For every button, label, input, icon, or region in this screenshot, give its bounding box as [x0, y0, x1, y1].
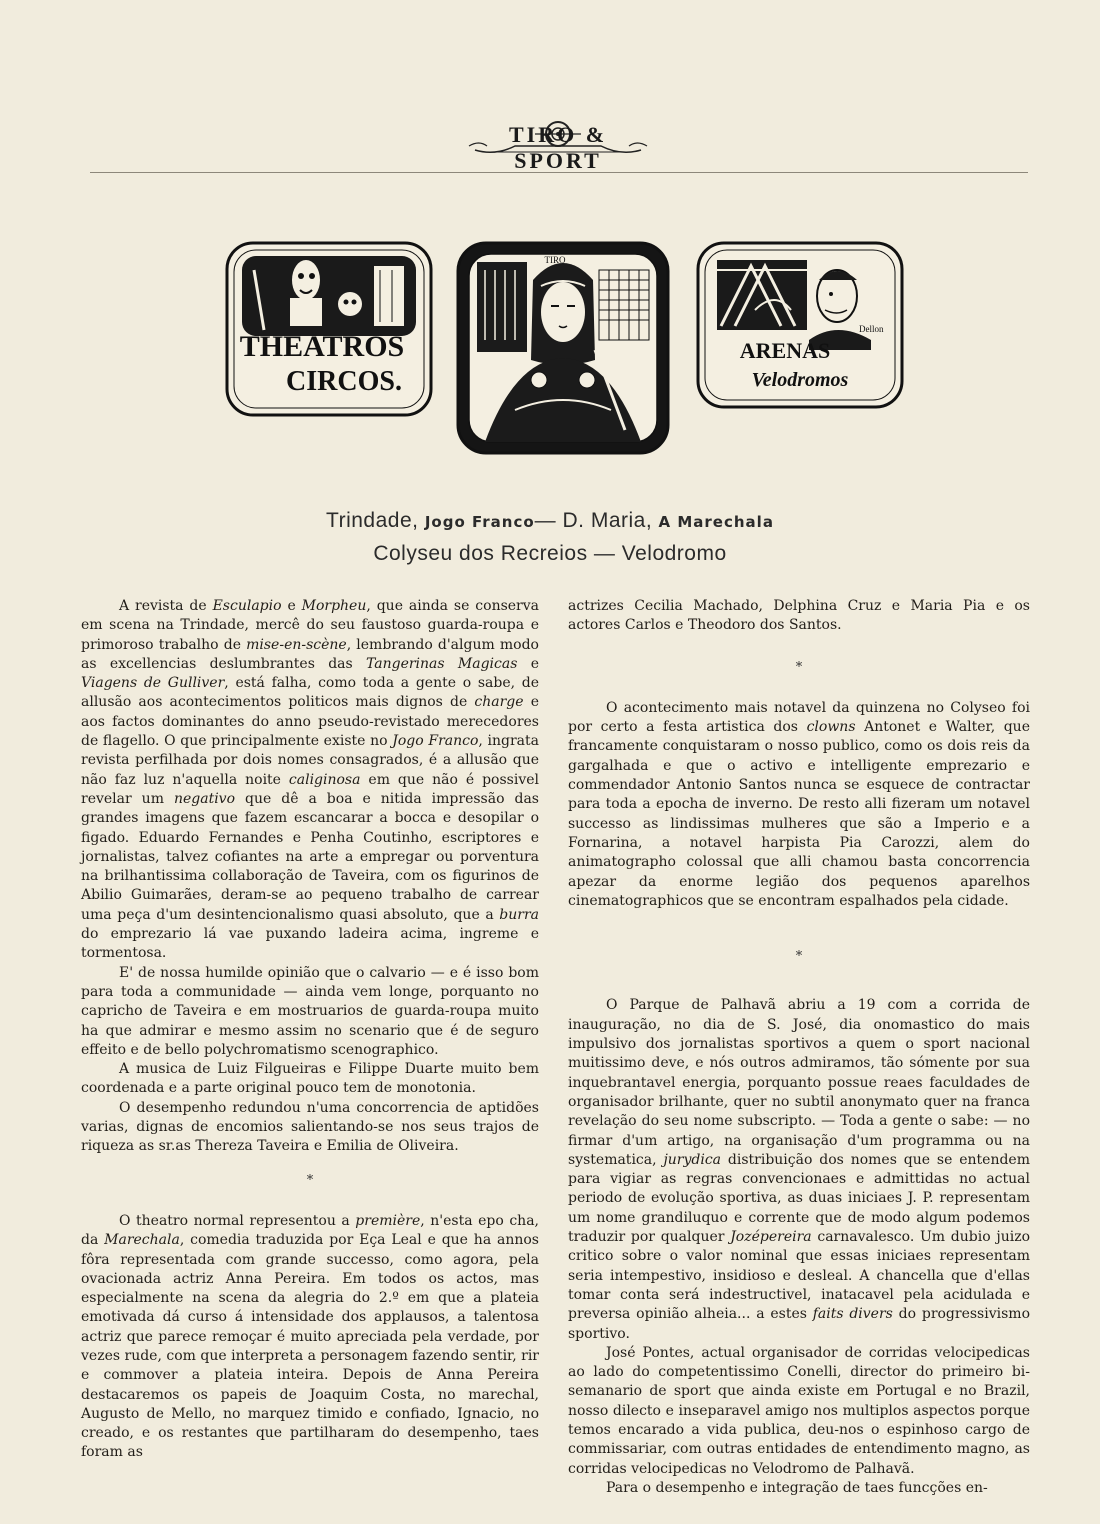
- italic-term: charge: [474, 694, 524, 711]
- headline-d-maria: — D. Maria,: [534, 509, 653, 532]
- portrait-illustration: [455, 240, 671, 456]
- paragraph: O desempenho redundou n'uma concorrencia de aptidões varias, dignas de encomios salientando-se nos seus trajos de riqueza as sr.as Thereza Taveira e Emilia de Oliveira.: [81, 1099, 539, 1155]
- italic-term: faits divers: [812, 1306, 893, 1323]
- panel-center-portrait: [455, 240, 671, 456]
- top-rule: [90, 172, 1028, 173]
- panel-label-line1: THEATROS: [239, 330, 405, 363]
- panel-label-line1: ARENAS: [739, 338, 831, 363]
- paragraph: actrizes Cecilia Machado, Delphina Cruz e Maria Pia e os actores Carlos e Theodoro dos Santos.: [568, 598, 1030, 634]
- panel-arenas-velodromos: [695, 240, 905, 410]
- section-separator: *: [795, 949, 803, 965]
- panel-label-line2: Velodromos: [751, 369, 849, 391]
- paragraph: Para o desempenho e integração de taes funcções en-: [606, 1479, 988, 1496]
- italic-term: negativo: [173, 790, 236, 807]
- svg-text:Dellon: Dellon: [859, 324, 884, 334]
- section-separator: *: [306, 1172, 314, 1188]
- paragraph: O Parque de Palhavã abriu a 19 com a corrida de inauguração, no dia de S. José, dia onomastico do mais impulsivo dos jornalistas sportivos a quem o sport nacional muitissimo deve, e nós outros admiramos, tão sómente por sua inquebrantavel energia, porquanto possue reaes faculdades de organisador brilhante, quer no subtil anonymato quer na franca revelação do seu nome subscripto. — Toda a gente o sabe: — no firmar d'um artigo, na organisação d'um programma ou na systematica, jurydica distribuição dos nomes que se entendem para vigiar as regras convencionaes e admittidas no actual periodo de evolução sportiva, as duas iniciaes J. P. representam um nome grandiluquo e corrente que de modo algum podemos traduzir por qualquer Jozépereira carnavalesco. Um dubio juizo critico sobre o valor nominal que essas iniciaes representam seria intempestivo, insidioso e desleal. A chancella que d'ellas tomar conta será indestructivel, inatacavel pela acidulada e preversa opinião alheia... a estes faits divers do progressivismo sportivo.: [568, 997, 1030, 1342]
- masthead-logo: [465, 116, 651, 173]
- article-headline: [0, 505, 1100, 570]
- italic-term: Tangerinas Magicas: [366, 655, 518, 672]
- panel-theatros-circos: [224, 240, 434, 420]
- section-separator: *: [795, 659, 803, 675]
- headline-jogo-franco: Jogo Franco: [424, 513, 535, 531]
- paragraph: E' de nossa humilde opinião que o calvario — e é isso bom para toda a communidade — ainda vem longe, porquanto no capricho de Taveira e em mostruarios de guarda-roupa muito ha que admirar e mesmo assim no scenario que é de seguro effeito e de bello polychromatismo scenographico.: [81, 964, 539, 1058]
- right-column: [568, 597, 1030, 1498]
- italic-term: Jozépereira: [730, 1229, 812, 1246]
- headline-trindade: Trindade,: [326, 509, 419, 532]
- paragraph: A revista de Esculapio e Morpheu, que ainda se conserva em scena na Trindade, mercê do seu faustoso guarda-roupa e primoroso trabalho de mise-en-scène, lembrando d'algum modo as excellencias deslumbrantes das Tangerinas Magicas e Viagens de Gulliver, está falha, como toda a gente o sabe, de allusão aos acontecimentos politicos mais dignos de charge e aos factos dominantes do anno pseudo-revistado merecedores de flagello. O que principalmente existe no Jogo Franco, ingrata revista perfilhada por dois nomes consagrados, é a allusão que não faz luz n'aquella noite caliginosa em que não é possivel revelar um negativo que dê a boa e nitida impressão das grandes imagens que fazem escancarar a bocca e desopilar o figado. Eduardo Fernandes e Penha Coutinho, escriptores e jornalistas, talvez cofiantes na arte a empregar ou porventura na brilhantissima collaboração de Taveira, com os figurinos de Abilio Guimarães, deram-se ao pequeno trabalho de carrear uma peça d'um desintencionalismo quasi absoluto, que a burra do emprezario lá vae puxando ladeira acima, ingreme e tormentosa.: [81, 598, 539, 962]
- italic-term: burra: [499, 906, 539, 923]
- italic-term: Esculapio: [212, 598, 282, 614]
- italic-term: Marechala: [104, 1232, 180, 1249]
- italic-term: jurydica: [663, 1151, 722, 1168]
- paragraph: O acontecimento mais notavel da quinzena no Colyseo foi por certo a festa artistica dos clowns Antonet e Walter, que francamente conquistaram o nosso publico, como os dois reis da gargalhada e que o activo e intelligente emprezario e commendador Antonio Santos nunca se esquece de contractar para toda a epocha de inverno. De resto alli fizeram um notavel successo as lindissimas mulheres que são a Imperio e a Fornarina, a notavel harpista Pia Carozzi, alem do animatographo colossal que alli chamou basta concorrencia apezar da enorme legião dos pequenos aparelhos cinematographicos que se encontram espalhados pela cidade.: [568, 699, 1030, 909]
- italic-term: Jogo Franco: [392, 733, 479, 750]
- italic-term: première: [355, 1212, 421, 1229]
- paragraph: O theatro normal representou a première, n'esta epo cha, da Marechala, comedia traduzida por Eça Leal e que ha annos fôra representada com grande successo, como agora, pela ovacionada actriz Anna Pereira. Em todos os actos, mas especialmente na scena da alegria do 2.º em que a plateia emotivada dá curso á intensidade dos applausos, a talentosa actriz que parece remoçar é muito apreciada pela verdade, por vezes rude, com que interpreta a personagem fazendo sentir, rir e commover a plateia inteira. Depois de Anna Pereira destacaremos os papeis de Joaquim Costa, no marechal, Augusto de Mello, no marquez timido e confiado, Ignacio, no creado, e os restantes que partilharam do desempenho, taes foram as: [81, 1212, 539, 1461]
- italic-term: Viagens de Gulliver: [81, 675, 225, 692]
- headline-line1: [0, 505, 1100, 538]
- panel-label-line2: CIRCOS.: [286, 366, 402, 397]
- italic-term: Morpheu: [301, 598, 367, 614]
- headline-line2: Colyseu dos Recreios — Velodromo: [373, 542, 727, 565]
- italic-term: caliginosa: [288, 771, 361, 788]
- headline-a-marechala: A Marechala: [658, 513, 774, 531]
- panel-label-tiro: TIRO: [544, 255, 566, 265]
- paragraph: José Pontes, actual organisador de corridas velocipedicas ao lado do competentissimo Conelli, director do primeiro bi-semanario de sport que ainda existe em Portugal e no Brazil, nosso dilecto e inseparavel amigo nos multiplos aspectos porque temos encarado a vida publica, deu-nos o espinhoso cargo de commissariar, com outras entidades de entendimento magno, as corridas velocipedicas no Velodromo de Palhavã.: [568, 1344, 1030, 1477]
- italic-term: mise-en-scène: [246, 636, 347, 653]
- left-column: [81, 597, 539, 1463]
- paragraph: A musica de Luiz Filgueiras e Filippe Duarte muito bem coordenada e a parte original pouco tem de monotonia.: [81, 1061, 539, 1097]
- italic-term: clowns: [806, 719, 856, 736]
- masthead-title: TIRO & SPORT: [508, 122, 608, 173]
